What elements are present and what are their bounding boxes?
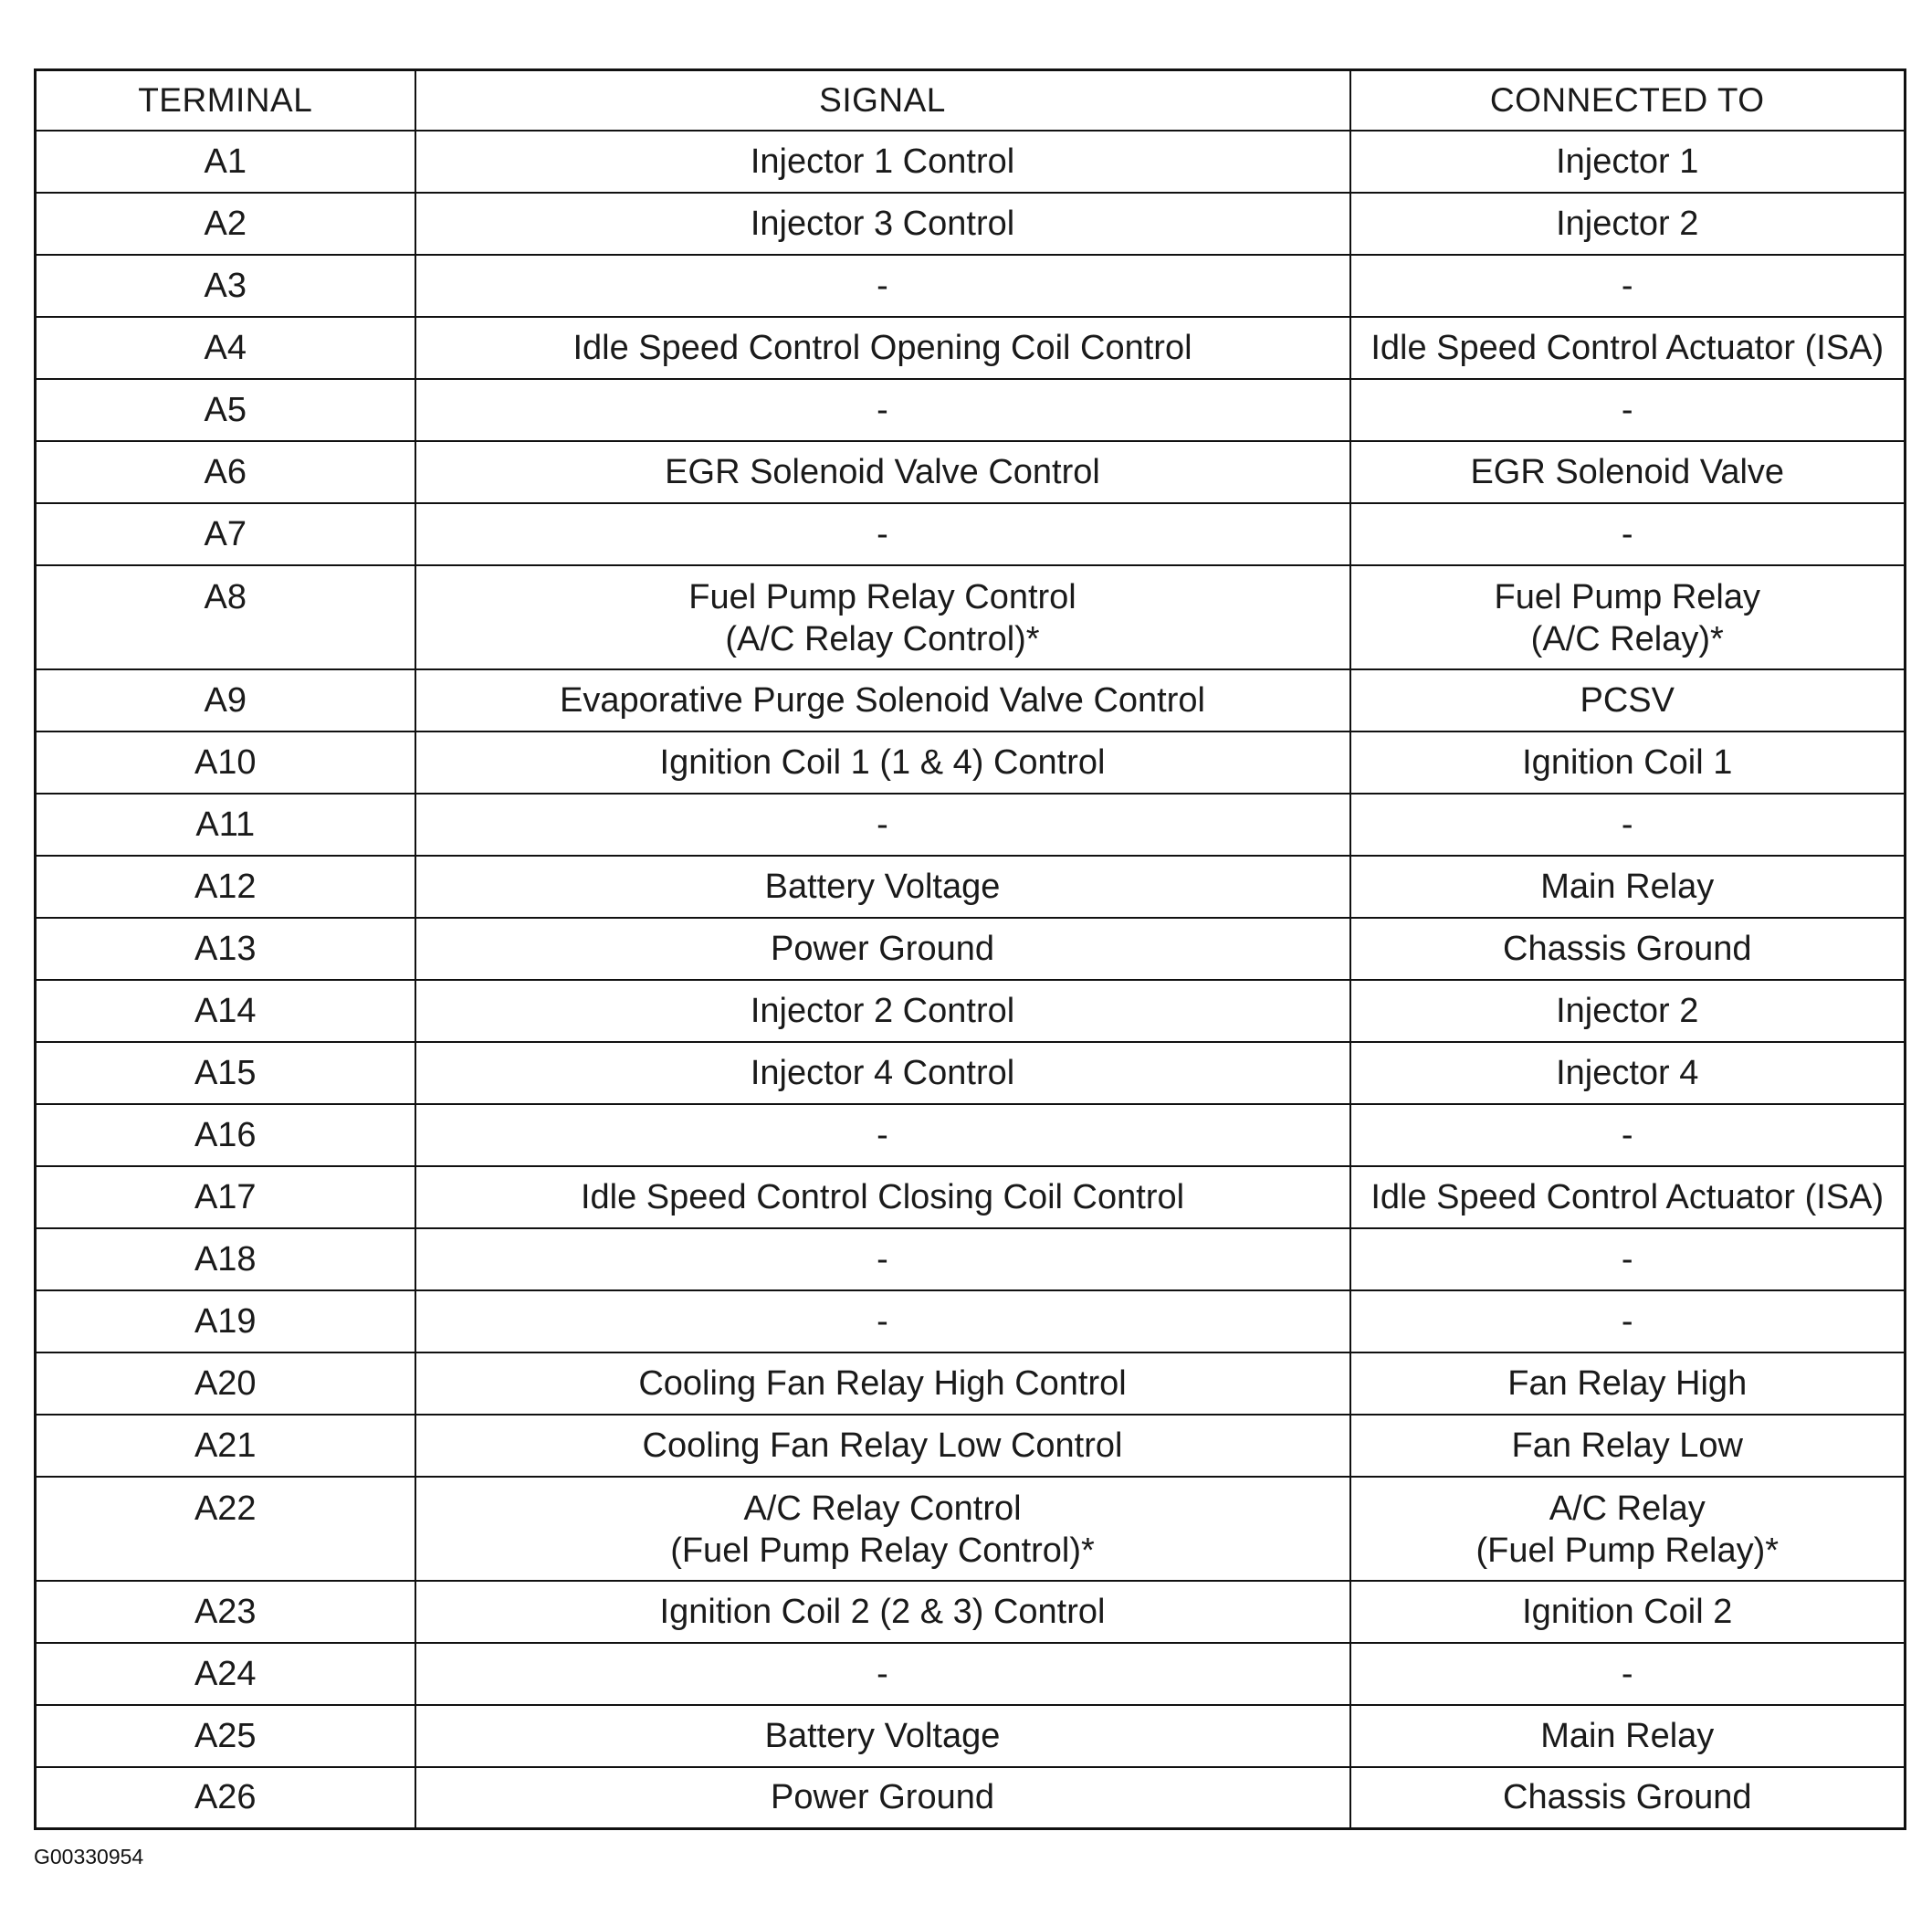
cell-signal: [415, 794, 1350, 856]
table-row: [36, 980, 1906, 1042]
cell-signal: [415, 1352, 1350, 1415]
cell-signal-line: Injector 3 Control: [750, 204, 1015, 243]
cell-signal-line: Cooling Fan Relay High Control: [638, 1363, 1127, 1403]
cell-connected-to-line: Fuel Pump Relay: [1494, 577, 1760, 616]
cell-signal-line: EGR Solenoid Valve Control: [665, 452, 1100, 491]
table-row: [36, 255, 1906, 317]
cell-connected-to-line: Idle Speed Control Actuator (ISA): [1370, 328, 1885, 367]
cell-terminal: A19: [36, 1290, 415, 1352]
cell-terminal: A22: [36, 1477, 415, 1581]
cell-signal: [415, 317, 1350, 379]
cell-terminal: A17: [36, 1166, 415, 1228]
cell-connected-to-line: -: [1621, 1115, 1633, 1154]
cell-connected-to-line: Injector 2: [1556, 204, 1699, 243]
cell-terminal: A12: [36, 856, 415, 918]
cell-connected-to: [1350, 1705, 1906, 1767]
cell-signal: [415, 856, 1350, 918]
cell-connected-to-line: -: [1621, 1301, 1633, 1341]
cell-terminal: A6: [36, 441, 415, 503]
cell-signal: [415, 565, 1350, 669]
cell-connected-to: [1350, 794, 1906, 856]
cell-signal: [415, 193, 1350, 255]
cell-connected-to: [1350, 1042, 1906, 1104]
table-row: [36, 1228, 1906, 1290]
cell-connected-to-line: Injector 4: [1556, 1053, 1699, 1092]
cell-signal-line: Battery Voltage: [764, 867, 1001, 906]
cell-terminal: A14: [36, 980, 415, 1042]
cell-signal: [415, 1166, 1350, 1228]
cell-terminal: A13: [36, 918, 415, 980]
cell-terminal: A24: [36, 1643, 415, 1705]
cell-connected-to-line: -: [1621, 390, 1633, 429]
table-row: [36, 503, 1906, 565]
cell-signal-line: -: [877, 1654, 888, 1693]
cell-connected-to-line: Idle Speed Control Actuator (ISA): [1370, 1177, 1885, 1216]
table-row: [36, 317, 1906, 379]
cell-connected-to-line: Ignition Coil 2: [1522, 1592, 1733, 1631]
table-row: [36, 193, 1906, 255]
cell-connected-to: [1350, 1166, 1906, 1228]
cell-connected-to: [1350, 1581, 1906, 1643]
cell-signal: [415, 1581, 1350, 1643]
table-row: [36, 794, 1906, 856]
header-signal: SIGNAL: [415, 70, 1350, 131]
cell-terminal: A16: [36, 1104, 415, 1166]
table-row: [36, 131, 1906, 193]
cell-connected-to: [1350, 503, 1906, 565]
cell-signal-line: (Fuel Pump Relay Control)*: [670, 1531, 1095, 1570]
cell-signal-line: Power Ground: [770, 1778, 994, 1817]
cell-connected-to-line: (A/C Relay)*: [1530, 619, 1724, 658]
cell-signal-line: -: [877, 805, 888, 844]
cell-connected-to: [1350, 1104, 1906, 1166]
cell-connected-to: [1350, 1415, 1906, 1477]
cell-signal-line: A/C Relay Control: [743, 1489, 1022, 1528]
cell-signal: [415, 131, 1350, 193]
table-row: [36, 1290, 1906, 1352]
table-row: [36, 1581, 1906, 1643]
cell-connected-to-line: Injector 1: [1556, 142, 1699, 181]
cell-terminal: A8: [36, 565, 415, 669]
cell-signal: [415, 1477, 1350, 1581]
cell-signal: [415, 1767, 1350, 1829]
table-row: [36, 1705, 1906, 1767]
cell-signal: [415, 1228, 1350, 1290]
cell-terminal: A15: [36, 1042, 415, 1104]
cell-signal-line: Power Ground: [770, 929, 994, 968]
cell-connected-to: [1350, 1290, 1906, 1352]
cell-signal-line: Ignition Coil 2 (2 & 3) Control: [659, 1592, 1106, 1631]
cell-signal-line: Evaporative Purge Solenoid Valve Control: [560, 680, 1205, 720]
cell-signal: [415, 1290, 1350, 1352]
table-row: [36, 918, 1906, 980]
cell-connected-to-line: (Fuel Pump Relay)*: [1475, 1531, 1780, 1570]
cell-connected-to-line: PCSV: [1580, 680, 1675, 720]
cell-signal-line: Injector 2 Control: [750, 991, 1015, 1030]
cell-signal-line: -: [877, 1115, 888, 1154]
table-row: [36, 1477, 1906, 1581]
cell-signal: [415, 379, 1350, 441]
cell-signal-line: (A/C Relay Control)*: [725, 619, 1040, 658]
cell-connected-to: [1350, 255, 1906, 317]
cell-connected-to: [1350, 317, 1906, 379]
table-row: [36, 1415, 1906, 1477]
cell-signal: [415, 1643, 1350, 1705]
cell-connected-to-line: Main Relay: [1540, 867, 1715, 906]
cell-terminal: A4: [36, 317, 415, 379]
table-row: [36, 1104, 1906, 1166]
cell-signal: [415, 503, 1350, 565]
cell-connected-to-line: Fan Relay High: [1507, 1363, 1748, 1403]
cell-terminal: A9: [36, 669, 415, 731]
cell-connected-to-line: Chassis Ground: [1503, 1778, 1752, 1817]
cell-terminal: A18: [36, 1228, 415, 1290]
cell-connected-to: [1350, 193, 1906, 255]
cell-connected-to: [1350, 1228, 1906, 1290]
table-body: [36, 131, 1906, 1829]
cell-signal-line: Idle Speed Control Opening Coil Control: [572, 328, 1192, 367]
cell-connected-to-line: -: [1621, 266, 1633, 305]
cell-terminal: A20: [36, 1352, 415, 1415]
table-row: [36, 1643, 1906, 1705]
cell-connected-to-line: -: [1621, 1239, 1633, 1279]
cell-signal-line: Injector 1 Control: [750, 142, 1015, 181]
table-header-row: [36, 70, 1906, 131]
cell-signal-line: Idle Speed Control Closing Coil Control: [580, 1177, 1185, 1216]
cell-connected-to: [1350, 131, 1906, 193]
cell-connected-to-line: -: [1621, 514, 1633, 553]
cell-signal: [415, 441, 1350, 503]
cell-connected-to: [1350, 1767, 1906, 1829]
cell-terminal: A7: [36, 503, 415, 565]
cell-connected-to-line: A/C Relay: [1549, 1489, 1706, 1528]
cell-connected-to-line: -: [1621, 1654, 1633, 1693]
cell-terminal: A3: [36, 255, 415, 317]
header-terminal: TERMINAL: [36, 70, 415, 131]
cell-signal: [415, 731, 1350, 794]
cell-signal-line: -: [877, 266, 888, 305]
cell-connected-to: [1350, 731, 1906, 794]
table-row: [36, 1166, 1906, 1228]
cell-signal: [415, 255, 1350, 317]
cell-signal-line: -: [877, 1239, 888, 1279]
cell-connected-to: [1350, 1643, 1906, 1705]
cell-signal: [415, 1042, 1350, 1104]
table-row: [36, 379, 1906, 441]
cell-connected-to-line: Chassis Ground: [1503, 929, 1752, 968]
table-row: [36, 731, 1906, 794]
cell-connected-to: [1350, 669, 1906, 731]
table-row: [36, 669, 1906, 731]
cell-connected-to: [1350, 918, 1906, 980]
cell-terminal: A23: [36, 1581, 415, 1643]
table-row: [36, 1042, 1906, 1104]
cell-signal: [415, 918, 1350, 980]
header-connected-to: CONNECTED TO: [1350, 70, 1906, 131]
cell-terminal: A25: [36, 1705, 415, 1767]
cell-signal-line: -: [877, 514, 888, 553]
cell-terminal: A11: [36, 794, 415, 856]
cell-signal: [415, 1705, 1350, 1767]
cell-connected-to: [1350, 1477, 1906, 1581]
cell-terminal: A2: [36, 193, 415, 255]
cell-signal: [415, 1415, 1350, 1477]
table-row: [36, 441, 1906, 503]
cell-terminal: A10: [36, 731, 415, 794]
cell-connected-to-line: Injector 2: [1556, 991, 1699, 1030]
table-row: [36, 1352, 1906, 1415]
cell-terminal: A26: [36, 1767, 415, 1829]
terminal-pinout-table: [34, 68, 1906, 1830]
cell-signal: [415, 1104, 1350, 1166]
table-row: [36, 565, 1906, 669]
cell-connected-to: [1350, 856, 1906, 918]
cell-signal-line: Fuel Pump Relay Control: [688, 577, 1076, 616]
cell-signal-line: Ignition Coil 1 (1 & 4) Control: [659, 742, 1106, 782]
cell-connected-to: [1350, 441, 1906, 503]
cell-signal: [415, 669, 1350, 731]
table-row: [36, 1767, 1906, 1829]
cell-signal-line: Battery Voltage: [764, 1716, 1001, 1755]
cell-connected-to: [1350, 379, 1906, 441]
cell-terminal: A21: [36, 1415, 415, 1477]
cell-connected-to-line: Fan Relay Low: [1511, 1426, 1743, 1465]
cell-connected-to-line: Main Relay: [1540, 1716, 1715, 1755]
cell-connected-to: [1350, 1352, 1906, 1415]
cell-connected-to: [1350, 980, 1906, 1042]
cell-terminal: A5: [36, 379, 415, 441]
cell-signal-line: -: [877, 1301, 888, 1341]
cell-terminal: A1: [36, 131, 415, 193]
cell-signal-line: Cooling Fan Relay Low Control: [642, 1426, 1123, 1465]
cell-connected-to-line: EGR Solenoid Valve: [1470, 452, 1785, 491]
figure-id-label: G00330954: [34, 1845, 144, 1868]
cell-connected-to-line: Ignition Coil 1: [1522, 742, 1733, 782]
cell-signal: [415, 980, 1350, 1042]
cell-signal-line: Injector 4 Control: [750, 1053, 1015, 1092]
table-row: [36, 856, 1906, 918]
cell-connected-to: [1350, 565, 1906, 669]
cell-connected-to-line: -: [1621, 805, 1633, 844]
cell-signal-line: -: [877, 390, 888, 429]
